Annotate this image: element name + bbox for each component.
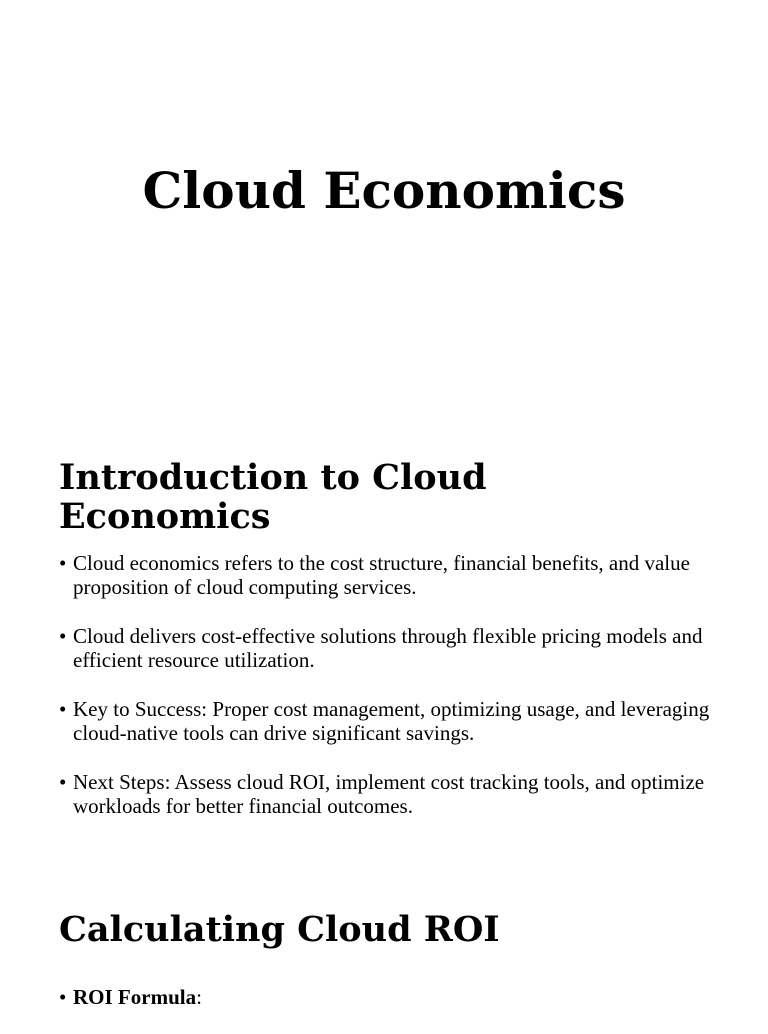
list-item-text: Cloud delivers cost-effective solutions through flexible pricing models and efficient resource utilization. <box>73 624 703 672</box>
bullet-icon: • <box>59 770 67 794</box>
list-item <box>59 770 719 818</box>
bullet-icon: • <box>59 985 67 1009</box>
list-item-text: : <box>196 985 202 1009</box>
list-item-text: Cloud economics refers to the cost structure, financial benefits, and value proposition of cloud computing services. <box>73 551 690 599</box>
section-heading-calculating-roi: Calculating Cloud ROI <box>59 909 500 950</box>
section-heading-introduction: Introduction to Cloud Economics <box>59 457 487 537</box>
page-title: Cloud Economics <box>142 161 626 220</box>
list-item-bold-label: ROI Formula <box>73 985 197 1009</box>
bullet-icon: • <box>59 697 67 721</box>
list-item <box>59 624 719 672</box>
roi-bullet-list <box>59 985 719 1034</box>
list-item-text: Next Steps: Assess cloud ROI, implement cost tracking tools, and optimize workloads for better financial outcomes. <box>73 770 705 818</box>
list-item <box>59 551 719 599</box>
introduction-bullet-list <box>59 551 719 843</box>
list-item <box>59 697 719 745</box>
list-item <box>59 985 719 1009</box>
bullet-icon: • <box>59 551 67 575</box>
bullet-icon: • <box>59 624 67 648</box>
list-item-text: Key to Success: Proper cost management, optimizing usage, and leveraging cloud-native tools can drive significant savings. <box>73 697 710 745</box>
